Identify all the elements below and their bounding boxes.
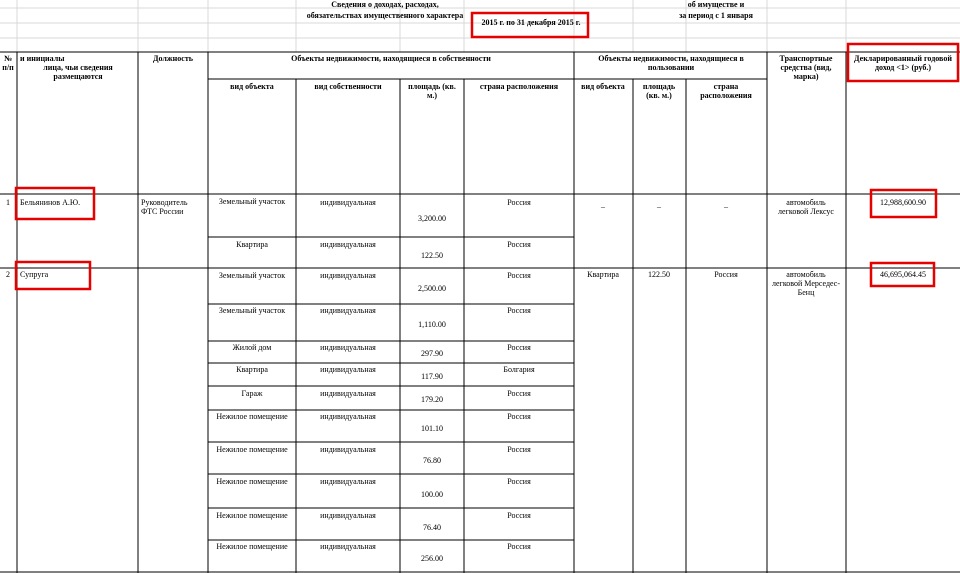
header-used-area-2: (кв. м.) <box>646 91 672 100</box>
title-gridlines <box>0 0 960 52</box>
property-country: Россия <box>507 240 531 249</box>
title-right-1: об имуществе и <box>687 0 745 9</box>
property-type: Квартира <box>236 365 268 374</box>
property-type: Земельный участок <box>218 271 286 280</box>
property-area: 101.10 <box>421 424 443 433</box>
property-country: Россия <box>507 306 531 315</box>
header-transport-1: Транспортные <box>779 54 833 63</box>
property-ownership: индивидуальная <box>320 306 376 315</box>
person-2-used-country: Россия <box>714 270 738 279</box>
person-1-name: Бельянинов А.Ю. <box>20 198 81 207</box>
property-area: 256.00 <box>421 554 443 563</box>
person-1-used-country: _ <box>724 200 728 209</box>
header-owned-area-1: площадь (кв. <box>408 82 456 91</box>
header-name-1: и инициалы <box>20 54 65 63</box>
property-ownership: индивидуальная <box>320 445 376 454</box>
person-2-transport-3: Бенц <box>797 288 815 297</box>
person-1-position-1: Руководитель <box>141 198 188 207</box>
property-row <box>216 477 531 499</box>
header-used-1: Объекты недвижимости, находящиеся в <box>598 54 744 63</box>
property-type: Земельный участок <box>218 306 286 315</box>
property-type: Нежилое помещение <box>216 445 288 454</box>
property-country: Россия <box>507 511 531 520</box>
person-2-name: Супруга <box>20 270 49 279</box>
property-type: Нежилое помещение <box>216 477 288 486</box>
person-1-num: 1 <box>6 198 10 207</box>
header-owned-area-2: м.) <box>426 91 438 100</box>
header-owned: Объекты недвижимости, находящиеся в собственности <box>291 54 491 63</box>
header-owned-country: страна расположения <box>479 82 559 91</box>
person-1-used-area: _ <box>657 200 661 209</box>
property-country: Россия <box>507 445 531 454</box>
property-row <box>216 445 531 465</box>
header-income-2: доход <1> (руб.) <box>874 63 932 72</box>
property-ownership: индивидуальная <box>320 198 376 207</box>
property-type: Нежилое помещение <box>216 542 288 551</box>
property-ownership: индивидуальная <box>320 343 376 352</box>
person-1-position-2: ФТС России <box>141 207 184 216</box>
property-ownership: индивидуальная <box>320 271 376 280</box>
property-country: Россия <box>507 542 531 551</box>
property-type: Нежилое помещение <box>216 412 288 421</box>
title-line-1: Сведения о доходах, расходах, <box>331 0 439 9</box>
header-used-area-1: площадь <box>642 82 676 91</box>
property-ownership: индивидуальная <box>320 365 376 374</box>
title-right-2: за период с 1 января <box>679 11 753 20</box>
header-num-2: п/п <box>2 63 14 72</box>
person-row-2 <box>6 270 926 297</box>
property-area: 76.80 <box>423 456 441 465</box>
property-row <box>236 365 535 381</box>
property-country: Россия <box>507 271 531 280</box>
property-type: Земельный участок <box>218 197 286 206</box>
title-line-2: обязательствах имущественного характера <box>306 11 464 20</box>
property-area: 3,200.00 <box>418 214 446 223</box>
person-1-used-type: _ <box>601 200 605 209</box>
property-area: 297.90 <box>421 349 443 358</box>
header-income-1: Декларированный годовой <box>854 54 952 63</box>
header-transport-2: средства (вид, <box>780 63 832 72</box>
property-ownership: индивидуальная <box>320 240 376 249</box>
header-num-1: № <box>3 54 13 63</box>
property-country: Россия <box>507 412 531 421</box>
header-owned-ownership: вид собственности <box>314 82 382 91</box>
property-ownership: индивидуальная <box>320 389 376 398</box>
person-1-transport-2: легковой Лексус <box>778 207 834 216</box>
property-type: Гараж <box>241 389 263 398</box>
property-row <box>236 240 531 260</box>
title-period: 2015 г. по 31 декабря 2015 г. <box>481 18 581 27</box>
property-row <box>219 197 531 223</box>
person-2-used-type: Квартира <box>587 270 619 279</box>
property-area: 1,110.00 <box>418 320 446 329</box>
property-country: Россия <box>507 389 531 398</box>
property-ownership: индивидуальная <box>320 412 376 421</box>
person-1-income: 12,988,600.90 <box>880 198 926 207</box>
header-position: Должность <box>152 54 194 63</box>
property-row <box>241 389 531 404</box>
header-transport-3: марка) <box>793 72 819 81</box>
table-borders <box>0 52 960 573</box>
property-area: 179.20 <box>421 395 443 404</box>
property-area: 76.40 <box>423 523 441 532</box>
property-type: Жилой дом <box>232 343 272 352</box>
person-2-num: 2 <box>6 270 10 279</box>
property-ownership: индивидуальная <box>320 542 376 551</box>
property-type: Квартира <box>236 240 268 249</box>
property-country: Россия <box>507 198 531 207</box>
property-row <box>233 343 531 358</box>
header-used-country-2: расположения <box>700 91 752 100</box>
property-area: 2,500.00 <box>418 284 446 293</box>
property-country: Россия <box>507 477 531 486</box>
person-1-transport-1: автомобиль <box>786 198 826 207</box>
property-country: Болгария <box>503 365 535 374</box>
property-ownership: индивидуальная <box>320 511 376 520</box>
property-type: Нежилое помещение <box>216 511 288 520</box>
property-area: 117.90 <box>421 372 443 381</box>
header-name-3: размещаются <box>53 72 103 81</box>
property-row <box>219 271 531 293</box>
property-area: 100.00 <box>421 490 443 499</box>
header-used-2: пользовании <box>647 63 695 72</box>
table-header <box>2 54 952 100</box>
property-area: 122.50 <box>421 251 443 260</box>
header-used-type: вид объекта <box>581 82 625 91</box>
property-row <box>216 542 531 563</box>
header-used-country-1: страна <box>713 82 739 91</box>
person-row-1 <box>6 198 926 216</box>
person-2-transport-1: автомобиль <box>786 270 826 279</box>
header-owned-type: вид объекта <box>230 82 274 91</box>
person-2-income: 46,695,064.45 <box>880 270 926 279</box>
property-country: Россия <box>507 343 531 352</box>
person-2-used-area: 122.50 <box>648 270 670 279</box>
person-2-transport-2: легковой Мерседес- <box>772 279 840 288</box>
property-ownership: индивидуальная <box>320 477 376 486</box>
header-name-2: лица, чьи сведения <box>43 63 113 72</box>
property-row <box>219 306 531 329</box>
property-row <box>216 511 531 532</box>
property-row <box>216 412 531 433</box>
